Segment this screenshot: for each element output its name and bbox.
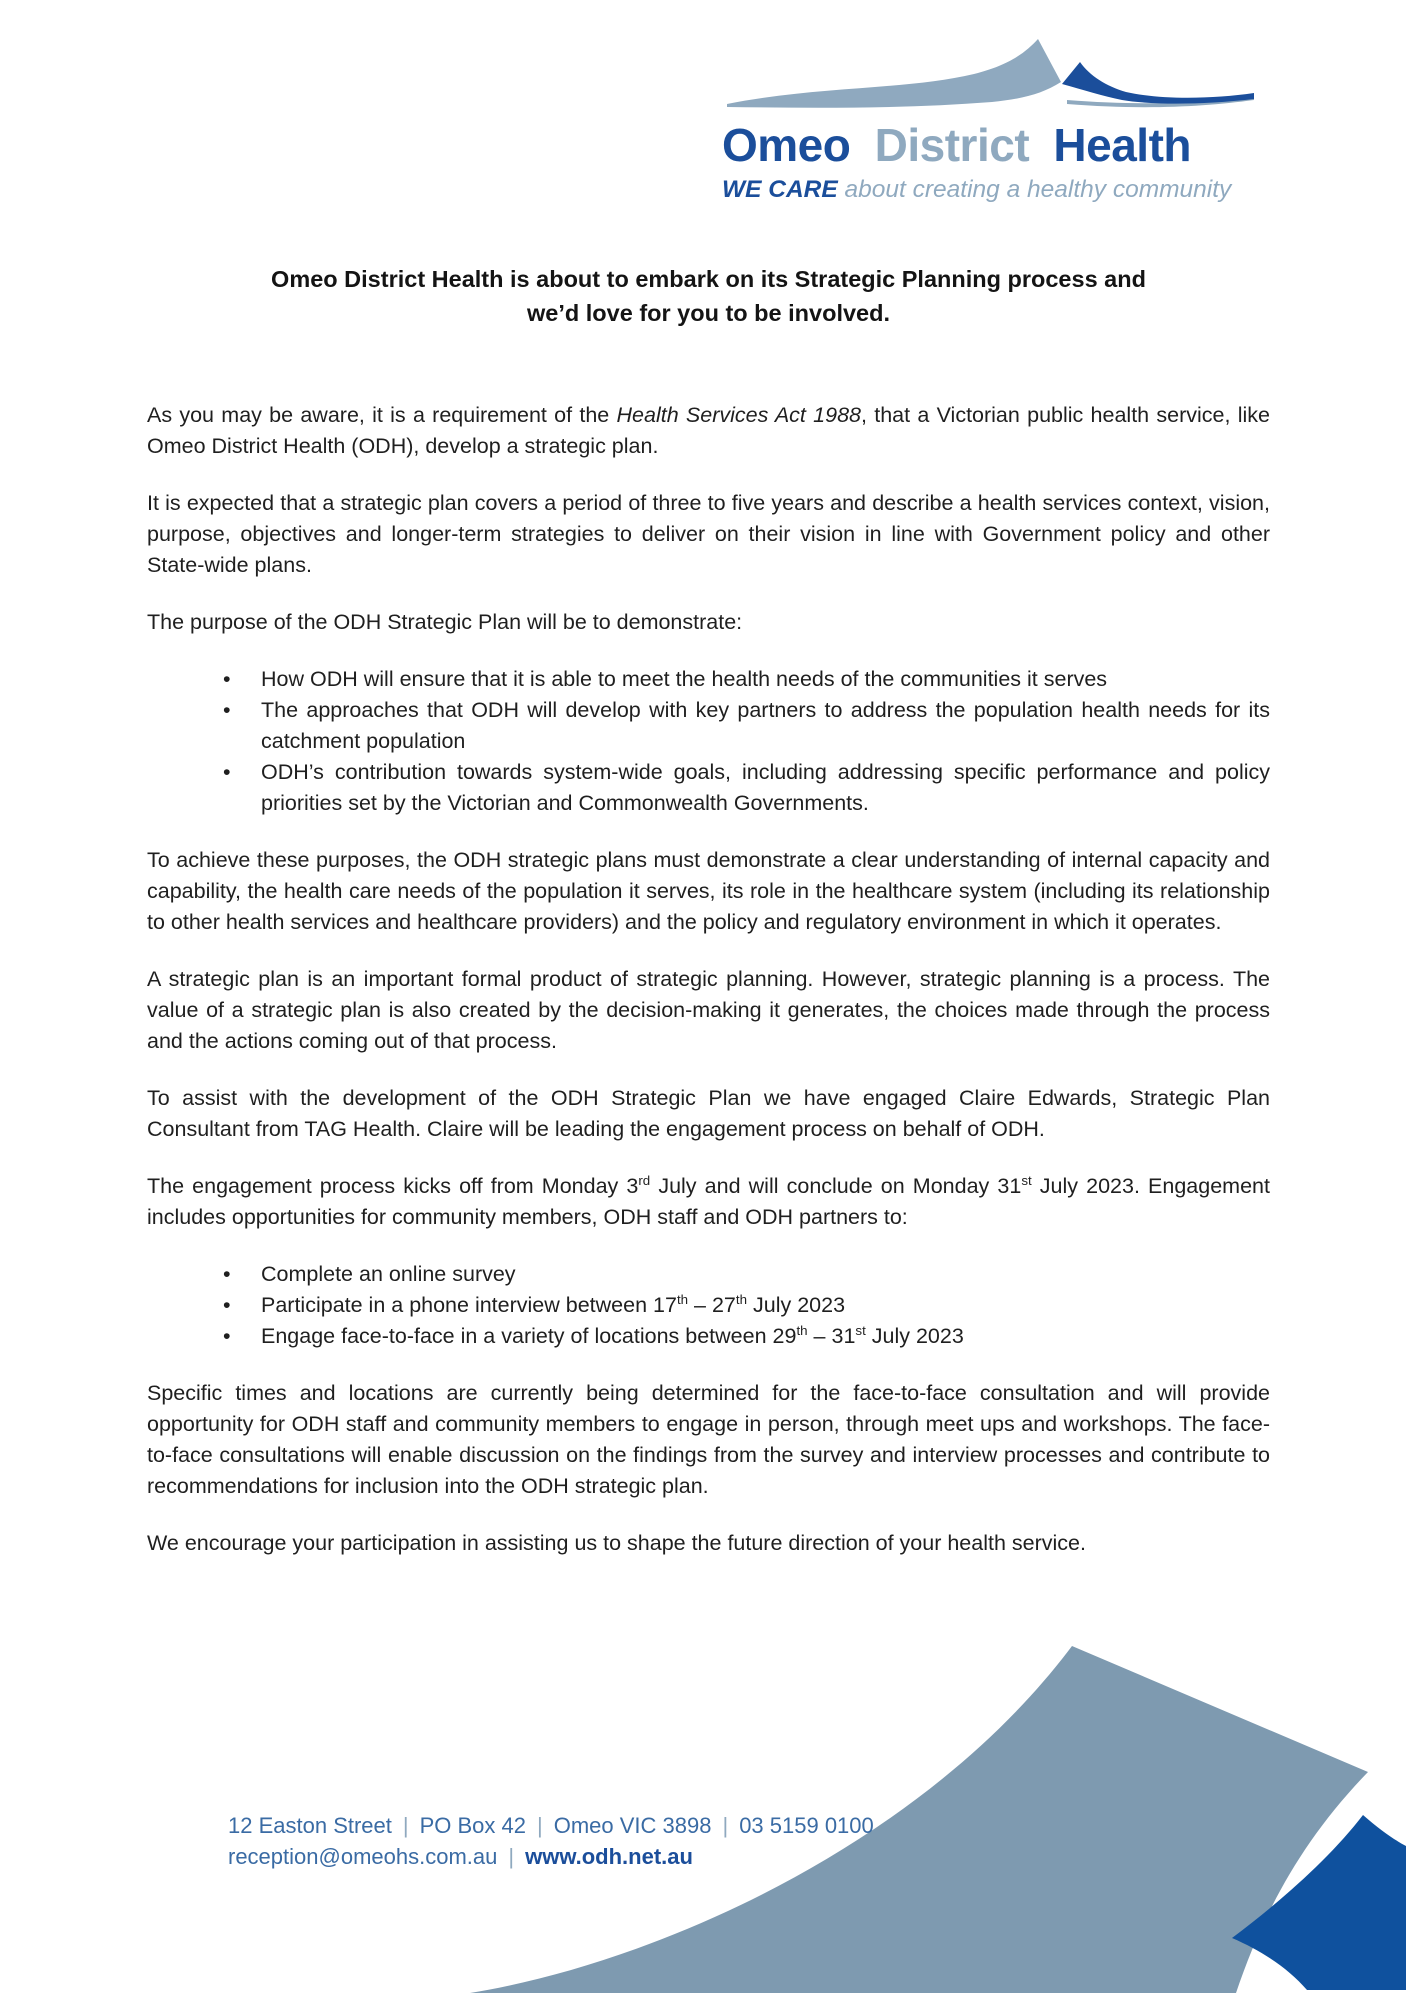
paragraph-consultant: To assist with the development of the ODH Strategic Plan we have engaged Claire Edwards, Strategic Plan Consultant from TAG Health. Claire will be leading the engagement process on behalf of ODH. [147, 1086, 1270, 1141]
letterhead [722, 26, 1282, 204]
list-item: • Engage face-to-face in a variety of locations between 29th – 31st July 2023 [147, 1321, 1270, 1352]
heading-line-1: Omeo District Health is about to embark on its Strategic Planning process and [271, 266, 1146, 292]
paragraph-face-to-face: Specific times and locations are currently being determined for the face-to-face consultation and will provide opportunity for ODH staff and community members to engage in person, through meet ups and workshops. The face-to-face consultations will enable discussion on the findings from the survey and interview processes and contribute to recommendations for inclusion into the ODH strategic plan. [147, 1381, 1270, 1498]
list-item: • The approaches that ODH will develop with key partners to address the population health needs for its catchment population [147, 695, 1270, 757]
paragraph-plan-scope: It is expected that a strategic plan covers a period of three to five years and describe a health services context, vision, purpose, objectives and longer-term strategies to deliver on their vision in line with Government policy and other State-wide plans. [147, 491, 1270, 577]
separator: | [537, 1813, 543, 1838]
paragraph-engagement-dates: The engagement process kicks off from Monday 3rd July and will conclude on Monday 31st July 2023. Engagement includes opportunities for community members, ODH staff and ODH partners to: [147, 1172, 1270, 1229]
address-street: 12 Easton Street [228, 1813, 392, 1838]
document-heading [147, 262, 1270, 330]
heading-line-2: we’d love for you to be involved. [527, 300, 890, 326]
footer-contact-line [228, 1841, 874, 1872]
engagement-list [147, 1259, 1270, 1352]
logo-word-health: Health [1053, 119, 1192, 171]
address-city: Omeo VIC 3898 [553, 1813, 712, 1838]
list-item: • Participate in a phone interview between 17th – 27th July 2023 [147, 1290, 1270, 1321]
paragraph-purpose-intro: The purpose of the ODH Strategic Plan will be to demonstrate: [147, 610, 743, 634]
letter-body [147, 262, 1270, 1585]
paragraph-strategic-plan-value: A strategic plan is an important formal product of strategic planning. However, strategic planning is a process. The value of a strategic plan is also created by the decision-making it generates, the choices made through the process and the actions coming out of that process. [147, 967, 1270, 1053]
address-pobox: PO Box 42 [419, 1813, 526, 1838]
separator: | [508, 1844, 515, 1869]
footer-email: reception@omeohs.com.au [228, 1844, 498, 1869]
list-item: • ODH’s contribution towards system-wide goals, including addressing specific performance and policy priorities set by the Victorian and Commonwealth Governments. [147, 757, 1270, 819]
footer-contact [228, 1810, 874, 1872]
logo-word-district: District [874, 119, 1030, 171]
logo-tagline-text: about creating a healthy community [844, 176, 1232, 204]
logo-swoosh-icon [722, 26, 1282, 121]
list-item: • Complete an online survey [147, 1259, 1270, 1290]
paragraph-act-requirement: As you may be aware, it is a requirement of the Health Services Act 1988, that a Victorian public health service, like Omeo District Health (ODH), develop a strategic plan. [147, 403, 1270, 458]
paragraph-achieve-purposes: To achieve these purposes, the ODH strategic plans must demonstrate a clear understanding of internal capacity and capability, the health care needs of the population it serves, its role in the healthcare system (including its relationship to other health services and healthcare providers) and the policy and regulatory environment in which it operates. [147, 848, 1270, 934]
footer-address-line [228, 1810, 874, 1841]
paragraph-encourage: We encourage your participation in assisting us to shape the future direction of your health service. [147, 1531, 1086, 1555]
logo-tagline-we-care: WE CARE [722, 176, 838, 204]
footer-website: www.odh.net.au [525, 1844, 693, 1869]
logo-word-omeo: Omeo [722, 119, 851, 171]
list-item: • How ODH will ensure that it is able to meet the health needs of the communities it serves [147, 664, 1270, 695]
separator: | [722, 1813, 729, 1838]
address-phone: 03 5159 0100 [739, 1813, 874, 1838]
logo-tagline [722, 176, 1282, 204]
purpose-list [147, 664, 1270, 819]
separator: | [402, 1813, 409, 1838]
logo-title [722, 121, 1282, 169]
